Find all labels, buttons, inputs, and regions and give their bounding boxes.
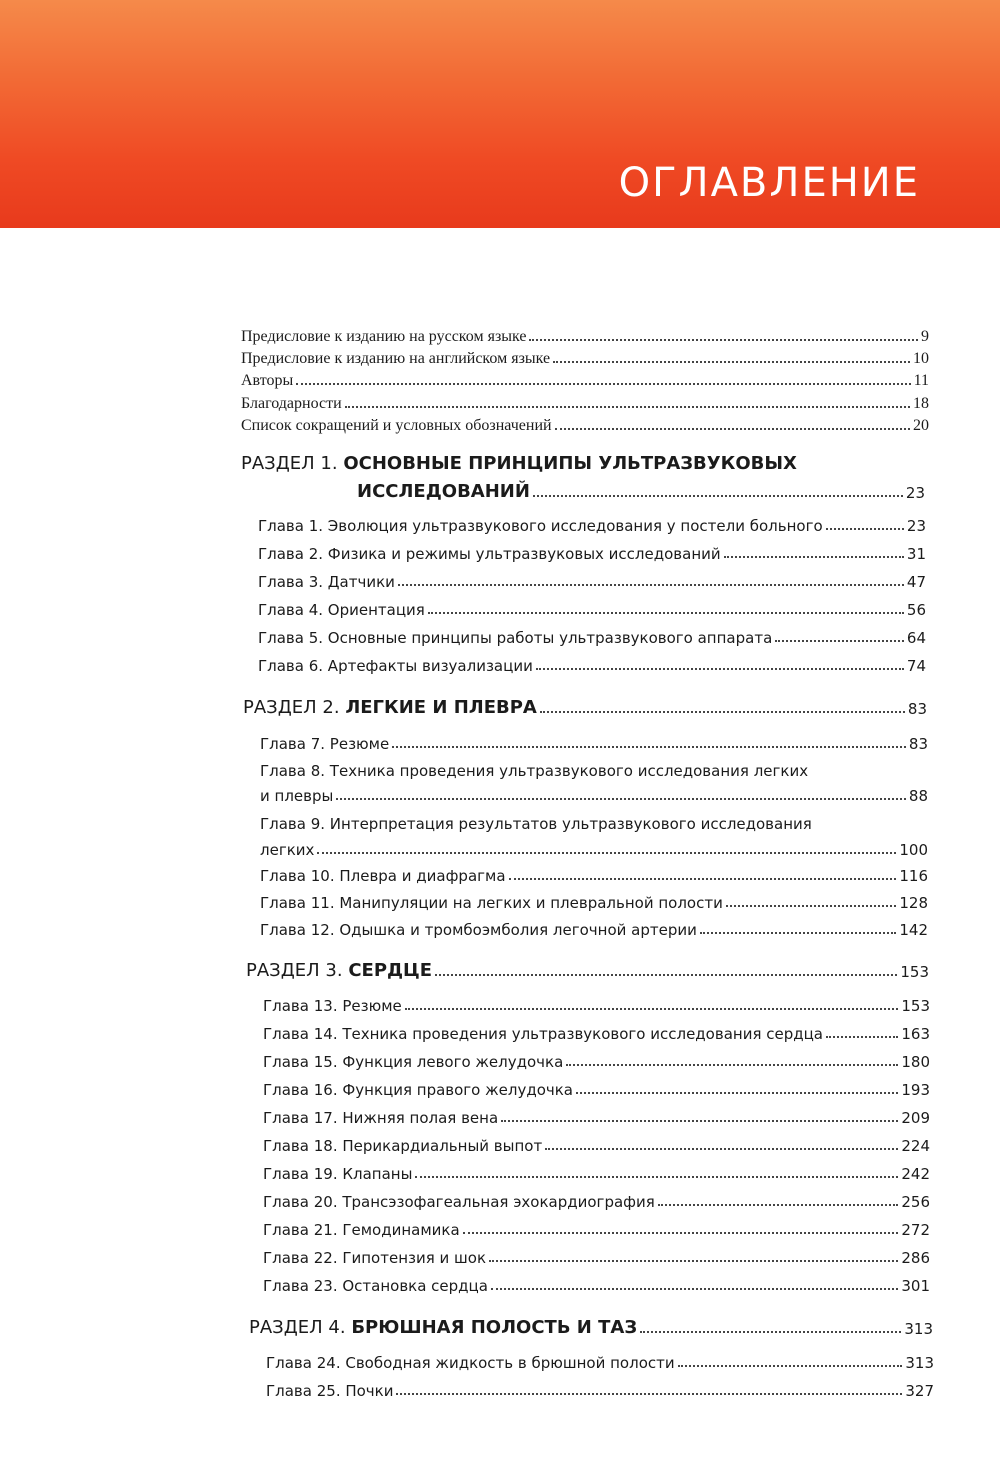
- toc-entry-chapter-2[interactable]: [258, 541, 926, 563]
- toc-entry-chapter-6[interactable]: [258, 653, 926, 675]
- toc-entry-page: 31: [906, 545, 926, 563]
- toc-entry-page: 88: [908, 787, 928, 805]
- toc-entry-page: 209: [901, 1109, 930, 1127]
- leader-dots: [405, 1008, 899, 1010]
- leader-dots: [398, 584, 904, 586]
- toc-entry-label: Глава 18. Перикардиальный выпот: [263, 1137, 543, 1155]
- toc-entry-label: Глава 4. Ориентация: [258, 601, 425, 619]
- toc-entry-label: Глава 24. Свободная жидкость в брюшной полости: [266, 1354, 675, 1372]
- toc-entry-chapter-1[interactable]: [258, 513, 926, 535]
- toc-entry-page: 23: [906, 517, 926, 535]
- toc-entry-chapter-12[interactable]: [260, 917, 928, 939]
- toc-entry-page: 10: [913, 350, 929, 367]
- leader-dots: [392, 746, 906, 748]
- toc-entry-page: 313: [905, 1354, 934, 1372]
- toc-entry-authors[interactable]: [241, 370, 929, 390]
- section-page: 23: [905, 484, 925, 502]
- section-prefix: РАЗДЕЛ 1.: [241, 453, 338, 474]
- leader-dots: [658, 1204, 899, 1206]
- leader-dots: [501, 1120, 898, 1122]
- toc-entry-chapter-14[interactable]: [263, 1021, 930, 1043]
- section-name: ОСНОВНЫЕ ПРИНЦИПЫ УЛЬТРАЗВУКОВЫХ: [343, 453, 797, 474]
- toc-entry-label: Глава 2. Физика и режимы ультразвуковых исследований: [258, 545, 721, 563]
- toc-entry-chapter-4[interactable]: [258, 597, 926, 619]
- toc-entry-preface-english[interactable]: [241, 348, 929, 368]
- leader-dots: [553, 361, 910, 363]
- toc-entry-chapter-9-line2[interactable]: [260, 837, 928, 859]
- toc-entry-chapter-3[interactable]: [258, 569, 926, 591]
- leader-dots: [724, 556, 904, 558]
- leader-dots: [435, 974, 897, 976]
- toc-entry-label: Список сокращений и условных обозначений: [241, 417, 552, 434]
- toc-entry-label: Глава 13. Резюме: [263, 997, 402, 1015]
- toc-entry-page: 128: [899, 894, 928, 912]
- toc-entry-preface-russian[interactable]: [241, 326, 929, 346]
- toc-entry-page: 180: [901, 1053, 930, 1071]
- toc-entry-chapter-17[interactable]: [263, 1105, 930, 1127]
- toc-entry-label: Глава 17. Нижняя полая вена: [263, 1109, 499, 1127]
- toc-entry-chapter-18[interactable]: [263, 1133, 930, 1155]
- leader-dots: [826, 528, 904, 530]
- toc-entry-chapter-11[interactable]: [260, 890, 928, 912]
- toc-entry-page: 47: [906, 573, 926, 591]
- leader-dots: [545, 1148, 898, 1150]
- toc-entry-page: 83: [908, 735, 928, 753]
- leader-dots: [296, 383, 910, 385]
- toc-entry-chapter-9-line1[interactable]: Глава 9. Интерпретация результатов ультразвукового исследования: [260, 815, 812, 833]
- toc-entry-page: 11: [913, 372, 929, 389]
- section-page: 153: [900, 963, 929, 981]
- toc-entry-abbreviations[interactable]: [241, 415, 929, 435]
- leader-dots: [463, 1232, 899, 1234]
- toc-entry-page: 74: [906, 657, 926, 675]
- toc-entry-page: 18: [913, 395, 929, 412]
- toc-entry-chapter-8-line1[interactable]: Глава 8. Техника проведения ультразвукового исследования легких: [260, 762, 809, 780]
- toc-entry-page: 301: [901, 1277, 930, 1295]
- leader-dots: [536, 668, 904, 670]
- toc-entry-chapter-24[interactable]: [266, 1350, 934, 1372]
- section-prefix: РАЗДЕЛ 2.: [243, 697, 340, 718]
- toc-entry-label: Глава 11. Манипуляции на легких и плевральной полости: [260, 894, 723, 912]
- toc-entry-label: Глава 5. Основные принципы работы ультразвукового аппарата: [258, 629, 773, 647]
- toc-entry-chapter-15[interactable]: [263, 1049, 930, 1071]
- toc-entry-label: Предисловие к изданию на русском языке: [241, 328, 527, 345]
- leader-dots: [576, 1092, 898, 1094]
- leader-dots: [345, 406, 910, 408]
- section-3-heading[interactable]: [246, 955, 929, 981]
- section-name: ИССЛЕДОВАНИЙ: [357, 481, 530, 502]
- leader-dots: [533, 495, 903, 497]
- toc-entry-page: 153: [901, 997, 930, 1015]
- toc-entry-label: Глава 19. Клапаны: [263, 1165, 413, 1183]
- leader-dots: [491, 1288, 898, 1290]
- toc-entry-label: Глава 14. Техника проведения ультразвукового исследования сердца: [263, 1025, 824, 1043]
- toc-entry-page: 286: [901, 1249, 930, 1267]
- toc-entry-page: 20: [913, 417, 929, 434]
- toc-entry-label: Предисловие к изданию на английском языке: [241, 350, 551, 367]
- toc-entry-acknowledgements[interactable]: [241, 393, 929, 413]
- leader-dots: [826, 1036, 898, 1038]
- toc-entry-label: Авторы: [241, 372, 294, 389]
- section-name: СЕРДЦЕ: [348, 960, 433, 981]
- leader-dots: [726, 905, 897, 907]
- page-title: ОГЛАВЛЕНИЕ: [618, 160, 920, 206]
- leader-dots: [489, 1260, 898, 1262]
- toc-entry-page: 193: [901, 1081, 930, 1099]
- leader-dots: [509, 878, 897, 880]
- section-prefix: РАЗДЕЛ 4.: [249, 1317, 346, 1338]
- toc-entry-chapter-16[interactable]: [263, 1077, 930, 1099]
- leader-dots: [566, 1064, 898, 1066]
- section-1-heading-line2[interactable]: [357, 476, 925, 502]
- leader-dots: [415, 1176, 898, 1178]
- toc-entry-label: Глава 7. Резюме: [260, 735, 390, 753]
- toc-entry-page: 327: [905, 1382, 934, 1400]
- toc-entry-page: 100: [899, 841, 928, 859]
- toc-entry-label: Глава 10. Плевра и диафрагма: [260, 867, 506, 885]
- toc-entry-label: Глава 21. Гемодинамика: [263, 1221, 460, 1239]
- toc-entry-chapter-19[interactable]: [263, 1161, 930, 1183]
- toc-entry-label: Глава 6. Артефакты визуализации: [258, 657, 533, 675]
- toc-entry-chapter-5[interactable]: [258, 625, 926, 647]
- toc-entry-page: 9: [921, 328, 929, 345]
- leader-dots: [540, 711, 905, 713]
- section-name: БРЮШНАЯ ПОЛОСТЬ И ТАЗ: [351, 1317, 638, 1338]
- toc-entry-page: 256: [901, 1193, 930, 1211]
- leader-dots: [428, 612, 904, 614]
- toc-entry-label: Глава 25. Почки: [266, 1382, 394, 1400]
- section-prefix: РАЗДЕЛ 3.: [246, 960, 343, 981]
- toc-entry-page: 242: [901, 1165, 930, 1183]
- section-page: 83: [907, 700, 927, 718]
- section-page: 313: [904, 1320, 933, 1338]
- leader-dots: [336, 798, 906, 800]
- section-2-heading[interactable]: [243, 692, 927, 718]
- leader-dots: [678, 1365, 903, 1367]
- toc-entry-label: и плевры: [260, 787, 334, 805]
- toc-entry-page: 64: [906, 629, 926, 647]
- toc-entry-page: 224: [901, 1137, 930, 1155]
- toc-entry-chapter-22[interactable]: [263, 1245, 930, 1267]
- toc-entry-label: легких: [260, 841, 315, 859]
- toc-entry-chapter-10[interactable]: [260, 863, 928, 885]
- toc-entry-label: Глава 12. Одышка и тромбоэмболия легочной артерии: [260, 921, 697, 939]
- toc-entry-label: Глава 23. Остановка сердца: [263, 1277, 488, 1295]
- leader-dots: [640, 1331, 901, 1333]
- toc-entry-chapter-7[interactable]: [260, 731, 928, 753]
- toc-entry-label: Благодарности: [241, 395, 342, 412]
- leader-dots: [529, 339, 918, 341]
- leader-dots: [555, 428, 910, 430]
- toc-entry-label: Глава 20. Трансэзофагеальная эхокардиография: [263, 1193, 655, 1211]
- toc-entry-page: 116: [899, 867, 928, 885]
- toc-entry-chapter-13[interactable]: [263, 993, 930, 1015]
- toc-entry-chapter-25[interactable]: [266, 1378, 934, 1400]
- section-1-heading-line1[interactable]: [241, 453, 797, 474]
- toc-entry-label: Глава 22. Гипотензия и шок: [263, 1249, 487, 1267]
- toc-entry-label: Глава 16. Функция правого желудочка: [263, 1081, 573, 1099]
- section-name: ЛЕГКИЕ И ПЛЕВРА: [345, 697, 537, 718]
- toc-entry-chapter-21[interactable]: [263, 1217, 930, 1239]
- leader-dots: [396, 1393, 902, 1395]
- leader-dots: [775, 640, 904, 642]
- leader-dots: [317, 852, 896, 854]
- toc-entry-page: 142: [899, 921, 928, 939]
- toc-entry-chapter-8-line2[interactable]: [260, 783, 928, 805]
- toc-entry-page: 272: [901, 1221, 930, 1239]
- toc-entry-page: 163: [901, 1025, 930, 1043]
- toc-entry-label: Глава 15. Функция левого желудочка: [263, 1053, 564, 1071]
- toc-entry-chapter-20[interactable]: [263, 1189, 930, 1211]
- toc-entry-chapter-23[interactable]: [263, 1273, 930, 1295]
- leader-dots: [700, 932, 897, 934]
- section-4-heading[interactable]: [249, 1312, 933, 1338]
- toc-entry-page: 56: [906, 601, 926, 619]
- toc-entry-label: Глава 1. Эволюция ультразвукового исследования у постели больного: [258, 517, 823, 535]
- toc-entry-label: Глава 3. Датчики: [258, 573, 395, 591]
